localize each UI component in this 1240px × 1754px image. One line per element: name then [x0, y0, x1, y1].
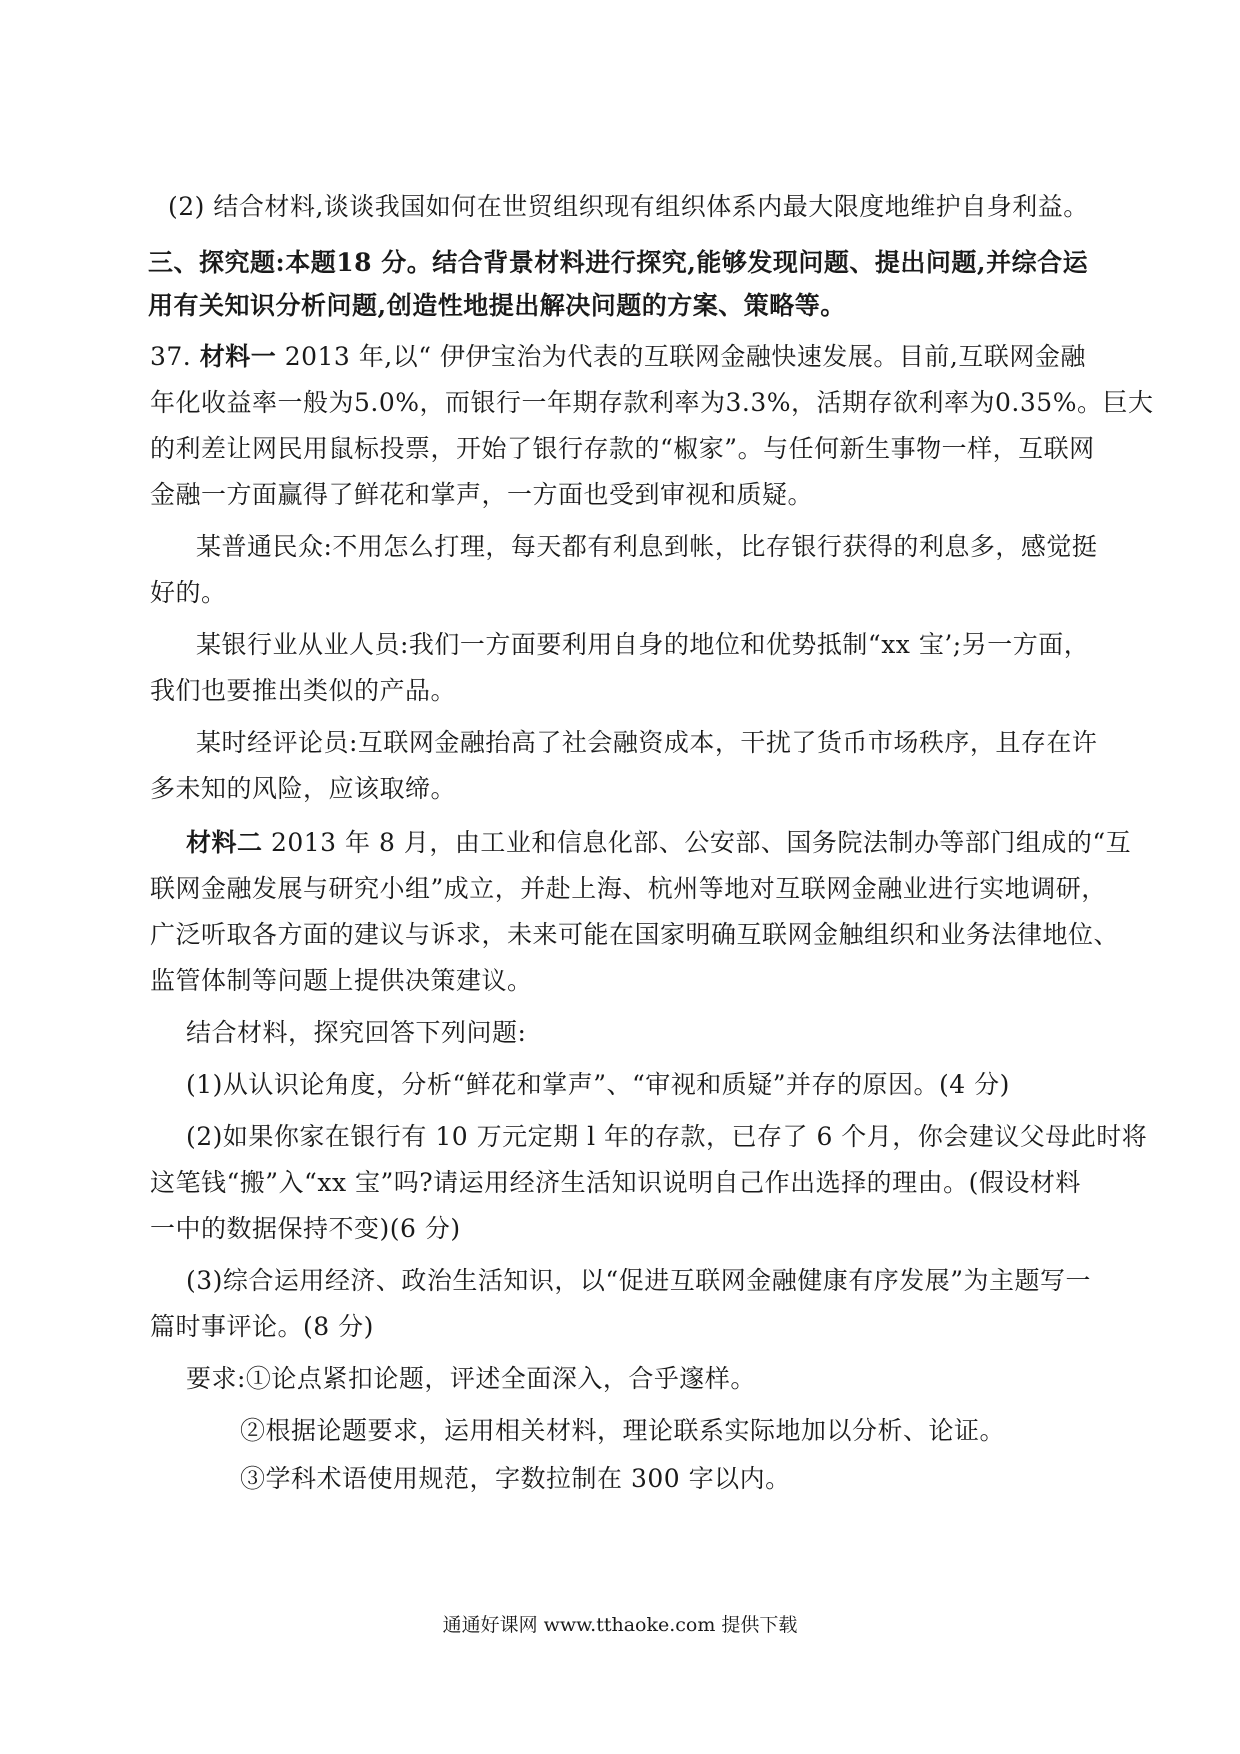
citizen-opinion-line-1: 某普通民众:不用怎么打理，每天都有利息到帐，比存银行获得的利息多，感觉挺	[196, 532, 1098, 561]
material-2-line-2: 联网金融发展与研究小组”成立，并赴上海、杭州等地对互联网金融业进行实地调研，	[150, 874, 1107, 903]
material-1-line-2: 年化收益率一般为5.0%，而银行一年期存款利率为3.3%，活期存欲利率为0.35%。巨大	[150, 388, 1154, 417]
material-2-line-4: 监管体制等问题上提供决策建议。	[150, 966, 533, 995]
requirement-1: 要求:①论点紧扣论题，评述全面深入，合乎邃样。	[186, 1364, 756, 1393]
sub-question-2-line-2: 这笔钱“搬”入“xx 宝”吗?请运用经济生活知识说明自己作出选择的理由。(假设材料	[150, 1168, 1081, 1197]
critic-opinion-line-2: 多未知的风险，应该取缔。	[150, 774, 457, 803]
requirement-3: ③学科术语使用规范，字数拉制在 300 字以内。	[240, 1464, 791, 1493]
sub-question-1: (1)从认识论角度，分析“鲜花和掌声”、“审视和质疑”并存的原因。(4 分)	[186, 1070, 1010, 1099]
question-37-first-line	[150, 340, 1086, 374]
sub-question-2-line-3: 一中的数据保持不变)(6 分)	[150, 1214, 461, 1243]
material-1-line-3: 的利差让网民用鼠标投票，开始了银行存款的“椒家”。与任何新生事物一样，互联网	[150, 434, 1095, 463]
instruction-line: 结合材料，探究回答下列问题:	[186, 1018, 527, 1047]
material-2-line-1: 2013 年 8 月，由工业和信息化部、公安部、国务院法制办等部门组成的“互	[270, 828, 1132, 857]
banker-opinion-line-2: 我们也要推出类似的产品。	[150, 676, 457, 705]
material-1-label: 材料一	[199, 342, 277, 371]
material-2-line-3: 广泛听取各方面的建议与诉求，未来可能在国家明确互联网金触组织和业务法律地位、	[150, 920, 1120, 949]
page-footer: 通通好课网 www.tthaoke.com 提供下载	[442, 1614, 798, 1636]
section-3-heading-line-2: 用有关知识分析问题,创造性地提出解决问题的方案、策略等。	[148, 291, 846, 320]
banker-opinion-line-1: 某银行业从业人员:我们一方面要利用自身的地位和优势抵制“xx 宝’;另一方面，	[196, 630, 1090, 659]
material-1-line-4: 金融一方面赢得了鲜花和掌声，一方面也受到审视和质疑。	[150, 480, 814, 509]
question-37-number: 37.	[150, 342, 192, 371]
sub-question-2-line-1: (2)如果你家在银行有 10 万元定期 l 年的存款，已存了 6 个月，你会建议父母此时将	[186, 1122, 1148, 1151]
sub-question-3-line-2: 篇时事评论。(8 分)	[150, 1312, 374, 1341]
material-2-first-line	[186, 826, 1131, 860]
requirement-2: ②根据论题要求，运用相关材料，理论联系实际地加以分析、论证。	[240, 1416, 1006, 1445]
material-2-label: 材料二	[186, 828, 263, 857]
citizen-opinion-line-2: 好的。	[150, 578, 227, 607]
sub-question-3-line-1: (3)综合运用经济、政治生活知识，以“促进互联网金融健康有序发展”为主题写一	[186, 1266, 1091, 1295]
material-1-line-1: 2013 年,以“ 伊伊宝治为代表的互联网金融快速发展。目前,互联网金融	[284, 342, 1086, 371]
question-2-line: (2) 结合材料,谈谈我国如何在世贸组织现有组织体系内最大限度地维护自身利益。	[168, 192, 1089, 221]
critic-opinion-line-1: 某时经评论员:互联网金融抬高了社会融资成本，干扰了货币市场秩序，且存在许	[196, 728, 1098, 757]
section-3-heading-line-1: 三、探究题:本题18 分。结合背景材料进行探究,能够发现问题、提出问题,并综合运	[148, 248, 1089, 277]
